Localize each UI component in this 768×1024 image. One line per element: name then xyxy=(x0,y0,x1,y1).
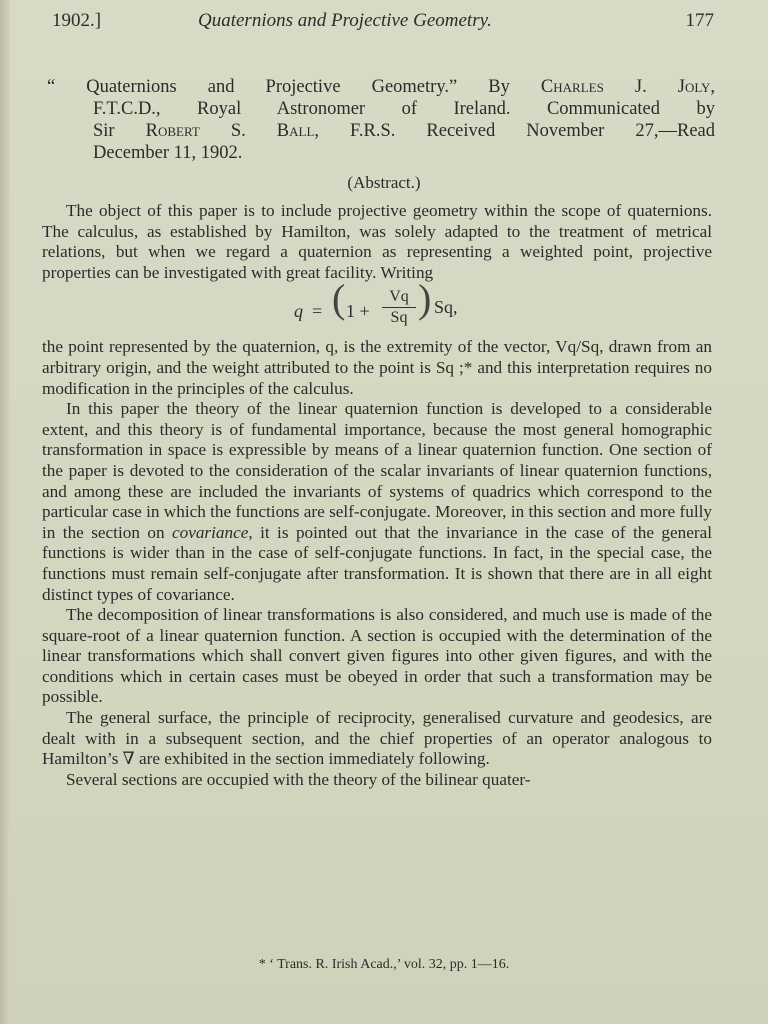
paragraph-5: Several sections are occupied with the theory of the bilinear quater- xyxy=(66,769,531,789)
header-year: 1902.] xyxy=(52,10,102,31)
formula-numerator: Vq xyxy=(382,287,416,308)
paragraph-3: The decomposition of linear transformations is also considered, and much use is made of the square-root of a linear quaternion function. A section is occupied with the determination of the linear transformations which shall convert given figures into other given figures, and with the conditions which in certain cases must be obeyed in order that such a transformation may be possible. xyxy=(42,605,712,707)
header-page-number: 177 xyxy=(685,10,714,31)
formula-fraction xyxy=(382,287,416,328)
formula-rhs: Sq, xyxy=(434,297,458,318)
formula-left-paren: ( xyxy=(332,276,346,322)
title-line-2: F.T.C.D., Royal Astronomer of Ireland. Communicated by xyxy=(93,99,715,119)
abstract-label: (Abstract.) xyxy=(347,173,421,192)
formula-one-plus: 1 + xyxy=(346,301,370,322)
communicator-name: Robert S. Ball, xyxy=(145,121,320,141)
running-header xyxy=(52,10,714,36)
paragraph-1: The object of this paper is to include projective geometry within the scope of quaternions. The calculus, as established by Hamilton, was solely adapted to the treatment of metrical relations, but when we regard a quaternion as representing a weighted point, projective properties can be investigated with great facility. Writing xyxy=(42,201,712,282)
paragraph-4: The general surface, the principle of reciprocity, generalised curvature and geodesics, are dealt with in a subsequent section, and the chief properties of an operator analogous to Hamilton’s ∇ are exhibited in the section immediately following. xyxy=(42,708,712,769)
title-line-3: Sir Robert S. Ball, F.R.S. Received November 27,—Read xyxy=(93,121,715,141)
formula-denominator: Sq xyxy=(390,309,408,327)
paragraph-1-continued: the point represented by the quaternion, q, is the extremity of the vector, Vq/Sq, drawn from an arbitrary origin, and the weight attributed to the point is Sq ;* and this interpretation requires no modification in the principles of the calculus. xyxy=(42,337,712,398)
paper-title-block xyxy=(47,76,715,164)
quaternion-formula xyxy=(42,276,712,337)
page-binding-edge xyxy=(0,0,10,1024)
abstract-body xyxy=(42,201,712,790)
author-name: Charles J. Joly, xyxy=(540,77,716,97)
formula-lhs: q xyxy=(294,301,303,322)
header-running-title: Quaternions and Projective Geometry. xyxy=(198,10,492,31)
paragraph-2: In this paper the theory of the linear quaternion function is developed to a considerable extent, and this theory is of fundamental importance, because the most general homographic transformation in space is expressible by means of a linear quaternion function. One section of the paper is devoted to the consideration of the scalar invariants of linear quaternion functions, and among these are included the invariants of systems of quadrics which correspond to the particular case in which the functions are self-conjugate. Moreover, in this section and more fully in the section on covariance, it is pointed out that the invariance in the case of the general functions is wider than in the case of self-conjugate functions. In fact, in the special case, the functions must remain self-conjugate after transformation. It is shown that there are in all eight distinct types of covariance. xyxy=(42,399,712,604)
title-line-1: “ Quaternions and Projective Geometry.” By Charles J. Joly, xyxy=(47,77,716,97)
footnote: * ‘ Trans. R. Irish Acad.,’ vol. 32, pp. 1—16. xyxy=(258,957,510,972)
formula-equals: = xyxy=(312,301,323,322)
formula-right-paren: ) xyxy=(418,276,432,322)
covariance-term: covariance xyxy=(171,522,249,542)
title-line-4: December 11, 1902. xyxy=(93,143,243,163)
